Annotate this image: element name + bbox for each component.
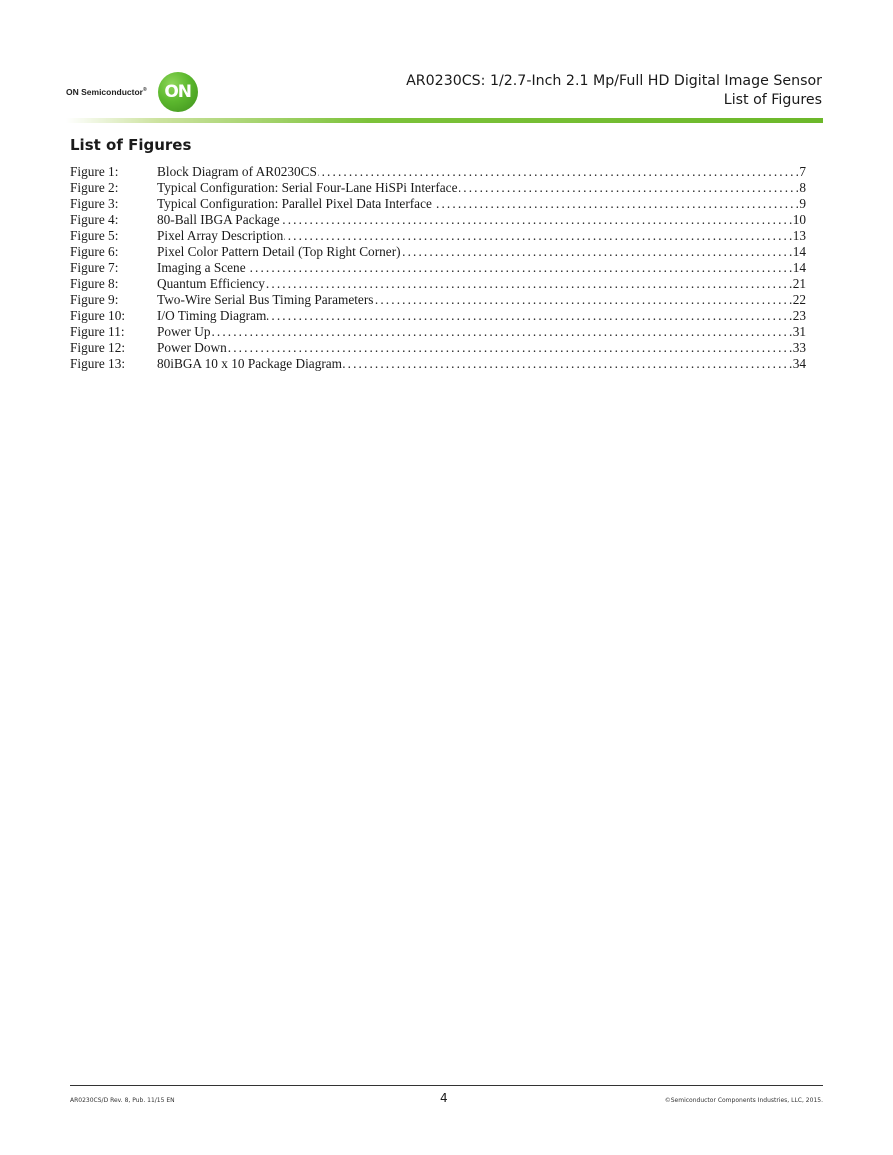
figure-page-number[interactable]: 14 xyxy=(792,260,806,275)
dot-leader xyxy=(318,164,798,180)
dot-leader xyxy=(281,212,792,228)
figure-page-number[interactable]: 14 xyxy=(792,244,806,259)
figure-title-link[interactable]: 80iBGA 10 x 10 Package Diagram xyxy=(157,356,343,371)
figure-page-number[interactable]: 21 xyxy=(792,276,806,291)
dot-leader xyxy=(247,260,792,276)
dot-leader xyxy=(284,228,791,244)
document-header xyxy=(406,72,822,110)
figure-list-item[interactable] xyxy=(70,356,806,372)
figure-page-number[interactable]: 23 xyxy=(792,308,806,323)
figure-title-link[interactable]: Typical Configuration: Serial Four-Lane HiSPi Interface xyxy=(157,180,458,195)
dot-leader xyxy=(343,356,792,372)
figure-title-link[interactable]: Power Down xyxy=(157,340,227,355)
figure-page-number[interactable]: 22 xyxy=(792,292,806,307)
dot-leader xyxy=(374,292,791,308)
figure-list-item[interactable] xyxy=(70,228,806,244)
dot-leader xyxy=(267,308,791,324)
figure-number: Figure 2: xyxy=(70,180,119,195)
footer-divider xyxy=(70,1085,823,1086)
figure-list-item[interactable] xyxy=(70,196,806,212)
figure-title-link[interactable]: Quantum Efficiency xyxy=(157,276,265,291)
figure-number: Figure 5: xyxy=(70,228,119,243)
dot-leader xyxy=(266,276,792,292)
figure-title-link[interactable]: 80-Ball IBGA Package xyxy=(157,212,280,227)
figure-number: Figure 12: xyxy=(70,340,126,355)
figure-page-number[interactable]: 13 xyxy=(792,228,806,243)
page-number: 4 xyxy=(440,1091,448,1105)
figure-page-number[interactable]: 9 xyxy=(799,196,806,211)
document-id: AR0230CS/D Rev. 8, Pub. 11/15 EN xyxy=(70,1097,175,1104)
logo-text: ON xyxy=(164,82,192,102)
document-section-label: List of Figures xyxy=(723,92,822,108)
figure-title-link[interactable]: Pixel Color Pattern Detail (Top Right Corner) xyxy=(157,244,401,259)
figure-page-number[interactable]: 31 xyxy=(792,324,806,339)
figure-list-item[interactable] xyxy=(70,324,806,340)
figure-page-number[interactable]: 33 xyxy=(792,340,806,355)
figure-title-link[interactable]: Typical Configuration: Parallel Pixel Data Interface xyxy=(157,196,432,211)
figure-page-number[interactable]: 7 xyxy=(799,164,806,179)
page-title: List of Figures xyxy=(70,136,192,154)
figure-list-item[interactable] xyxy=(70,308,806,324)
figure-number: Figure 13: xyxy=(70,356,126,371)
company-logo[interactable] xyxy=(66,72,198,112)
figure-list-item[interactable] xyxy=(70,164,806,180)
figure-number: Figure 11: xyxy=(70,324,125,339)
figure-number: Figure 8: xyxy=(70,276,119,291)
dot-leader xyxy=(433,196,798,212)
figure-title-link[interactable]: Pixel Array Description xyxy=(157,228,284,243)
figure-list-item[interactable] xyxy=(70,212,806,228)
figure-list-item[interactable] xyxy=(70,340,806,356)
figure-number: Figure 6: xyxy=(70,244,119,259)
figure-page-number[interactable]: 10 xyxy=(792,212,806,227)
figure-number: Figure 10: xyxy=(70,308,126,323)
copyright-notice: ©Semiconductor Components Industries, LLC, 2015. xyxy=(664,1097,823,1104)
dot-leader xyxy=(212,324,792,340)
figure-title-link[interactable]: Power Up xyxy=(157,324,211,339)
figure-title-link[interactable]: Imaging a Scene xyxy=(157,260,246,275)
figure-number: Figure 4: xyxy=(70,212,119,227)
figure-number: Figure 9: xyxy=(70,292,119,307)
header-divider xyxy=(66,118,823,123)
dot-leader xyxy=(228,340,792,356)
figure-list-item[interactable] xyxy=(70,292,806,308)
figure-title-link[interactable]: I/O Timing Diagram xyxy=(157,308,267,323)
figure-page-number[interactable]: 34 xyxy=(792,356,806,371)
dot-leader xyxy=(459,180,799,196)
figure-list-item[interactable] xyxy=(70,244,806,260)
dot-leader xyxy=(402,244,792,260)
figure-title-link[interactable]: Two-Wire Serial Bus Timing Parameters xyxy=(157,292,374,307)
figure-title-link[interactable]: Block Diagram of AR0230CS xyxy=(157,164,317,179)
on-logo-icon xyxy=(158,72,198,112)
figure-list-item[interactable] xyxy=(70,260,806,276)
figure-number: Figure 7: xyxy=(70,260,119,275)
figure-page-number[interactable]: 8 xyxy=(799,180,806,195)
document-title: AR0230CS: 1/2.7-Inch 2.1 Mp/Full HD Digital Image Sensor xyxy=(406,73,822,89)
company-wordmark: ON Semiconductor® xyxy=(66,87,147,97)
figure-list xyxy=(70,164,806,372)
figure-number: Figure 3: xyxy=(70,196,119,211)
figure-list-item[interactable] xyxy=(70,276,806,292)
figure-list-item[interactable] xyxy=(70,180,806,196)
figure-number: Figure 1: xyxy=(70,164,119,179)
